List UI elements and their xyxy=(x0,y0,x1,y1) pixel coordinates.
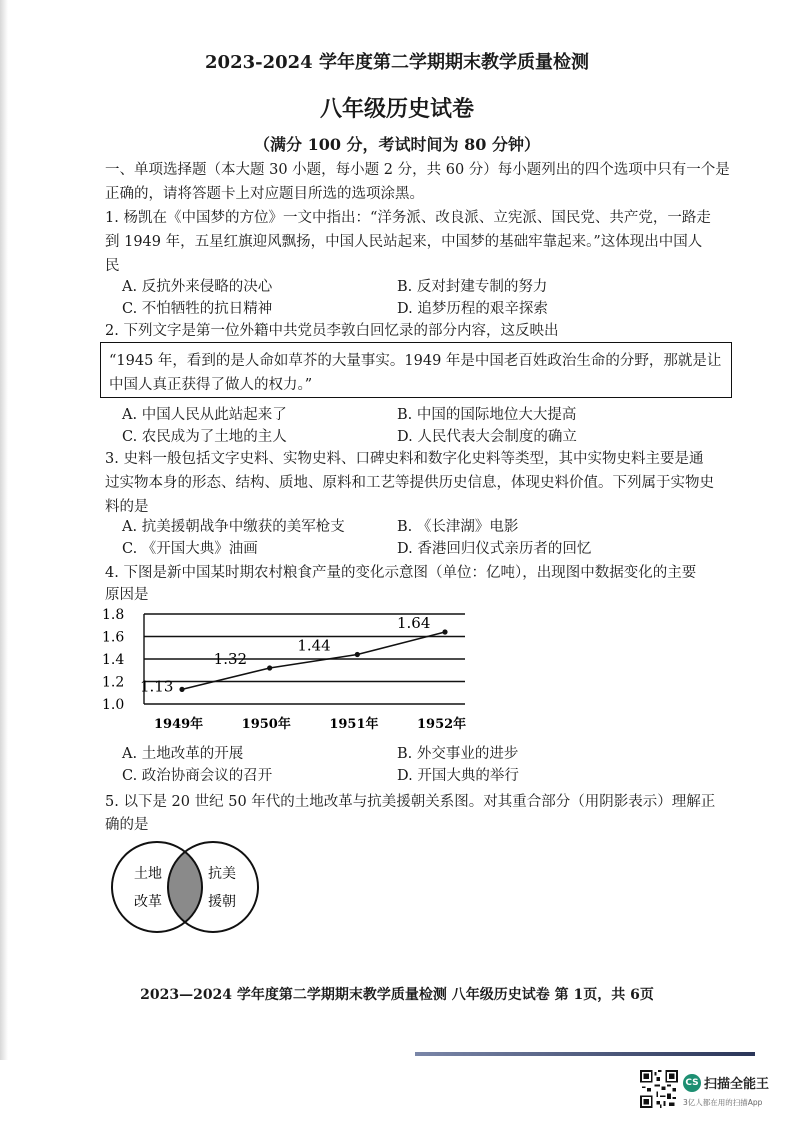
y-tick-label: 1.4 xyxy=(102,652,125,668)
q4-option-d: D. 开国大典的举行 xyxy=(397,768,519,784)
y-tick-label: 1.0 xyxy=(102,697,125,713)
q3-option-b: B. 《长津湖》电影 xyxy=(397,519,519,535)
exam-title: 2023-2024 学年度第二学期期末教学质量检测 xyxy=(205,52,589,73)
page-shadow-edge xyxy=(0,0,8,1060)
exam-subtitle: 八年级历史试卷 xyxy=(319,96,474,122)
bottom-rule xyxy=(415,1052,755,1056)
q3-stem-line1: 3. 史料一般包括文字史料、实物史料、口碑史料和数字化史料等类型，其中实物史料主要是通 xyxy=(105,451,704,467)
q5-stem-line2: 确的是 xyxy=(105,817,149,833)
qr-code-icon xyxy=(640,1070,678,1108)
q2-option-b: B. 中国的国际地位大大提高 xyxy=(397,407,577,423)
venn-right-label-line1: 抗美 xyxy=(208,866,236,882)
venn-left-label-line1: 土地 xyxy=(134,866,162,882)
data-point xyxy=(179,687,184,692)
data-point xyxy=(267,665,272,670)
q1-stem-line3: 民 xyxy=(105,258,120,274)
q4-option-b: B. 外交事业的进步 xyxy=(397,746,519,762)
page-footer: 2023—2024 学年度第二学期期末教学质量检测 八年级历史试卷 第 1页，共 6页 xyxy=(140,987,654,1003)
q4-stem-line2: 原因是 xyxy=(105,587,149,603)
x-tick-label: 1949年 xyxy=(154,717,204,732)
q1-option-a: A. 反抗外来侵略的决心 xyxy=(122,279,273,295)
venn-diagram xyxy=(100,836,280,940)
data-label: 1.13 xyxy=(140,677,174,696)
q4-stem-line1: 4. 下图是新中国某时期农村粮食产量的变化示意图（单位：亿吨），出现图中数据变化的主要 xyxy=(105,565,697,581)
camscanner-logo-icon: CS xyxy=(683,1074,701,1092)
venn-right-label-line2: 援朝 xyxy=(208,894,236,910)
data-label: 1.44 xyxy=(297,636,331,655)
venn-left-label-line2: 改革 xyxy=(134,894,162,910)
x-tick-label: 1950年 xyxy=(241,717,291,732)
q2-quote-box xyxy=(100,342,732,398)
q1-stem-line2: 到 1949 年，五星红旗迎风飘扬，中国人民站起来，中国梦的基础牢靠起来。”这体现出中国人 xyxy=(105,234,703,250)
q5-stem-line1: 5. 以下是 20 世纪 50 年代的土地改革与抗美援朝关系图。对其重合部分（用阴影表示）理解正 xyxy=(105,794,716,810)
data-point xyxy=(355,652,360,657)
section-instruction-line1: 一、单项选择题（本大题 30 小题，每小题 2 分，共 60 分）每小题列出的四个选项中只有一个是 xyxy=(105,162,730,178)
q1-option-c: C. 不怕牺牲的抗日精神 xyxy=(122,301,273,317)
grain-output-chart xyxy=(100,600,480,738)
q1-option-b: B. 反对封建专制的努力 xyxy=(397,279,548,295)
q3-stem-line2: 过实物本身的形态、结构、质地、原料和工艺等提供历史信息，体现史料价值。下列属于实物史 xyxy=(105,475,714,491)
q4-option-a: A. 土地改革的开展 xyxy=(122,746,244,762)
q2-quote-line2: 中国人真正获得了做人的权力。” xyxy=(109,377,313,393)
y-tick-label: 1.8 xyxy=(102,607,125,623)
camscanner-watermark: 扫描全能王 xyxy=(704,1077,770,1092)
q1-stem-line1: 1. 杨凯在《中国梦的方位》一文中指出：“洋务派、改良派、立宪派、国民党、共产党，一路走 xyxy=(105,210,711,226)
q3-stem-line3: 料的是 xyxy=(105,499,149,515)
q4-option-c: C. 政治协商会议的召开 xyxy=(122,768,273,784)
q2-stem: 2. 下列文字是第一位外籍中共党员李敦白回忆录的部分内容，这反映出 xyxy=(105,323,559,339)
x-tick-label: 1951年 xyxy=(329,717,379,732)
q1-option-d: D. 追梦历程的艰辛探索 xyxy=(397,301,548,317)
q2-quote-line1: “1945 年，看到的是人命如草芥的大量事实。1949 年是中国老百姓政治生命的分野，那就是让 xyxy=(109,353,722,369)
q2-option-a: A. 中国人民从此站起来了 xyxy=(122,407,287,423)
score-note: （满分 100 分，考试时间为 80 分钟） xyxy=(254,135,540,154)
q3-option-a: A. 抗美援朝战争中缴获的美军枪支 xyxy=(122,519,345,535)
section-instruction-line2: 正确的，请将答题卡上对应题目所选的选项涂黑。 xyxy=(105,186,424,202)
x-tick-label: 1952年 xyxy=(417,717,467,732)
data-label: 1.32 xyxy=(213,650,248,668)
camscanner-tagline: 3亿人都在用的扫描App xyxy=(683,1098,763,1107)
q2-option-d: D. 人民代表大会制度的确立 xyxy=(397,429,577,445)
q3-option-d: D. 香港回归仪式亲历者的回忆 xyxy=(397,541,592,557)
data-point xyxy=(442,629,447,634)
data-label: 1.64 xyxy=(397,614,431,632)
y-tick-label: 1.2 xyxy=(102,674,125,691)
q3-option-c: C. 《开国大典》油画 xyxy=(122,541,258,557)
y-tick-label: 1.6 xyxy=(102,629,125,646)
q2-option-c: C. 农民成为了土地的主人 xyxy=(122,429,287,445)
